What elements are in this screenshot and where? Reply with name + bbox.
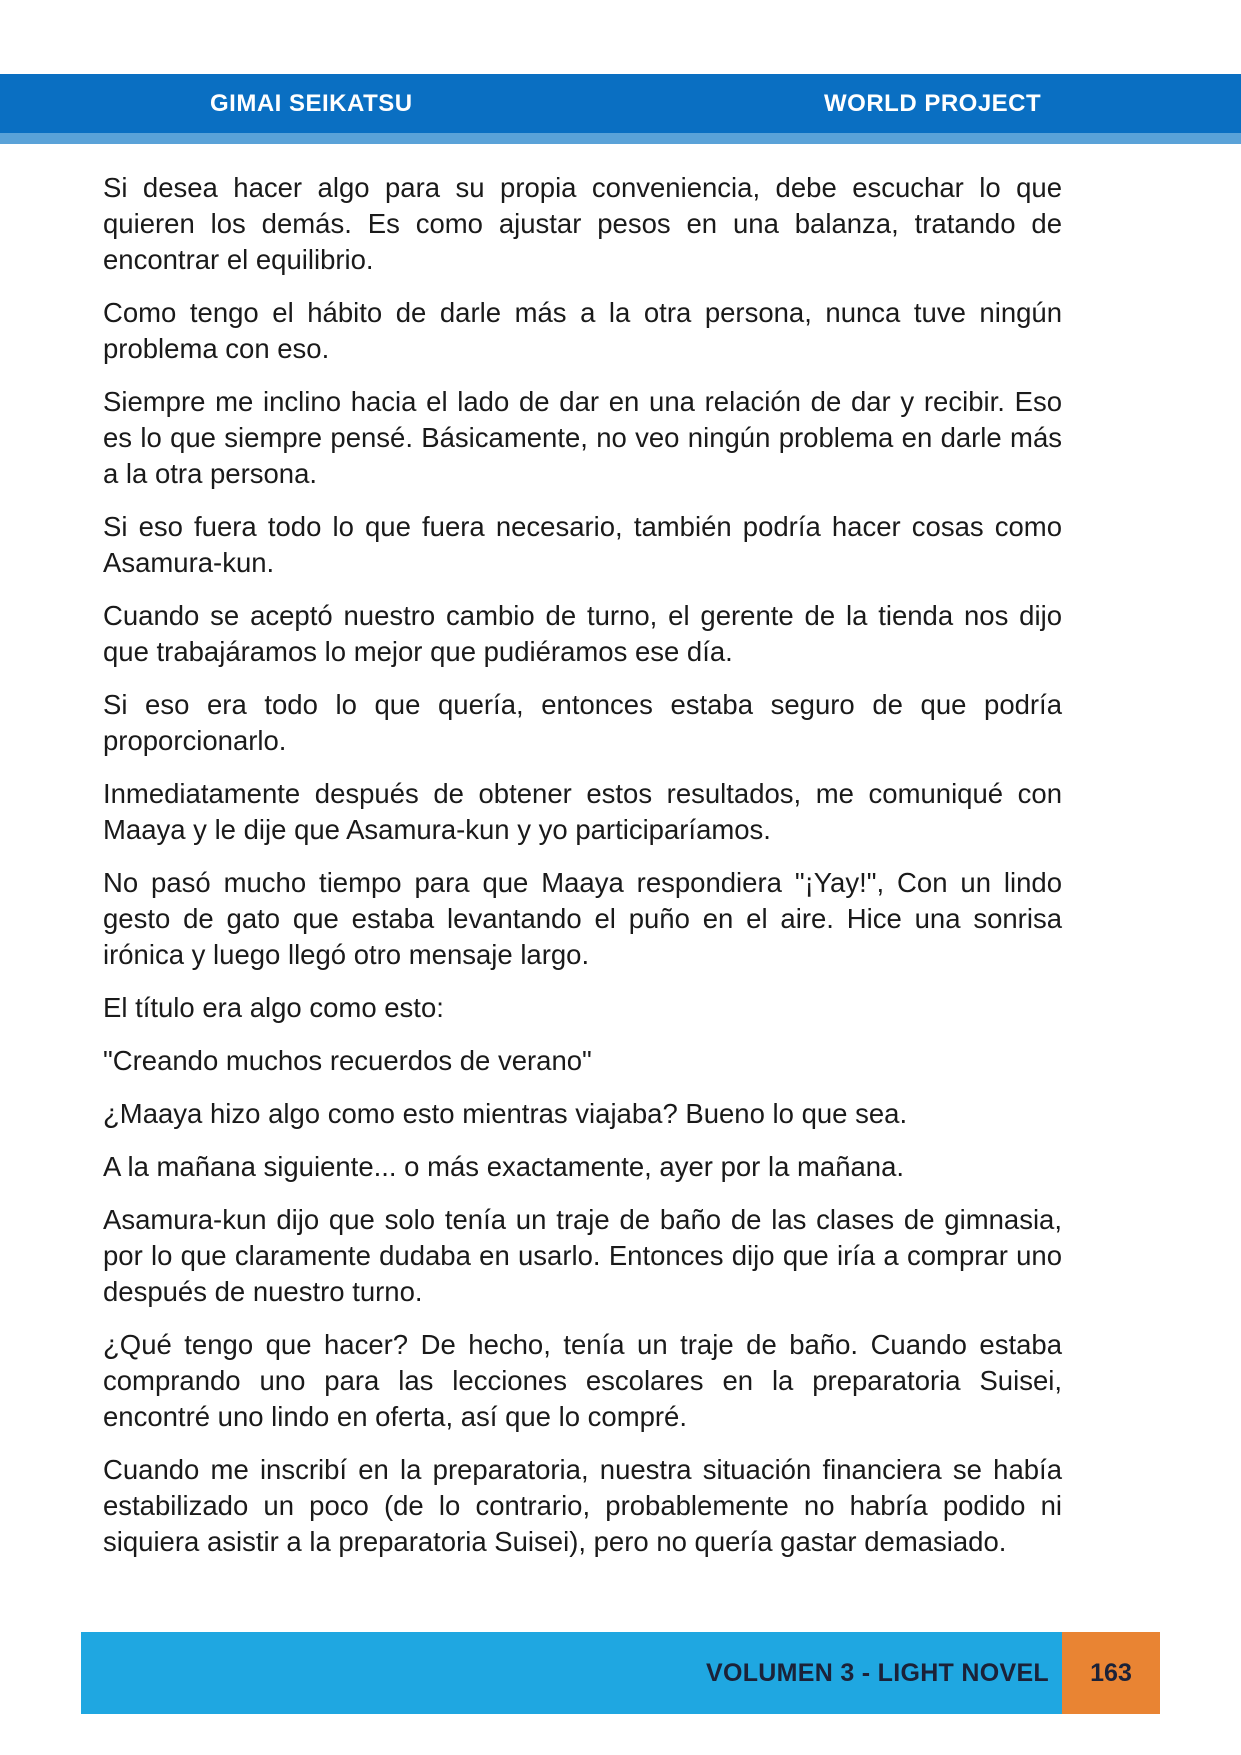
paragraph: Si eso fuera todo lo que fuera necesario, también podría hacer cosas como Asamura-kun. bbox=[103, 511, 1062, 578]
paragraph: ¿Maaya hizo algo como esto mientras viajaba? Bueno lo que sea. bbox=[103, 1098, 908, 1129]
footer-bar bbox=[81, 1632, 1062, 1714]
paragraph: Como tengo el hábito de darle más a la otra persona, nunca tuve ningún problema con eso. bbox=[103, 297, 1062, 364]
paragraph: El título era algo como esto: bbox=[103, 992, 444, 1023]
paragraph: Asamura-kun dijo que solo tenía un traje de baño de las clases de gimnasia, por lo que claramente dudaba en usarlo. Entonces dijo que iría a comprar uno después de nuestro turno. bbox=[103, 1204, 1062, 1307]
header-bar bbox=[0, 74, 1241, 133]
paragraph: Si desea hacer algo para su propia conveniencia, debe escuchar lo que quieren los demás. Es como ajustar pesos en una balanza, tratando de encontrar el equilibrio. bbox=[103, 172, 1062, 275]
paragraph: "Creando muchos recuerdos de verano" bbox=[103, 1045, 592, 1076]
paragraph: Cuando se aceptó nuestro cambio de turno, el gerente de la tienda nos dijo que trabajáramos lo mejor que pudiéramos ese día. bbox=[103, 600, 1062, 667]
header-stripe bbox=[0, 133, 1241, 144]
page-number-box bbox=[1062, 1632, 1160, 1714]
header-series-title: GIMAI SEIKATSU bbox=[210, 90, 413, 117]
footer-volume-label: VOLUMEN 3 - LIGHT NOVEL bbox=[705, 1659, 1049, 1687]
paragraph: ¿Qué tengo que hacer? De hecho, tenía un traje de baño. Cuando estaba comprando uno para las lecciones escolares en la preparatoria Suisei, encontré uno lindo en oferta, así que lo compré. bbox=[103, 1329, 1062, 1432]
paragraph: Inmediatamente después de obtener estos resultados, me comuniqué con Maaya y le dije que Asamura-kun y yo participaríamos. bbox=[103, 778, 1062, 845]
paragraph: Cuando me inscribí en la preparatoria, nuestra situación financiera se había estabilizado un poco (de lo contrario, probablemente no habría podido ni siquiera asistir a la preparatoria Suisei), pero no quería gastar demasiado. bbox=[103, 1454, 1062, 1557]
paragraph: Siempre me inclino hacia el lado de dar en una relación de dar y recibir. Eso es lo que siempre pensé. Básicamente, no veo ningún problema en darle más a la otra persona. bbox=[103, 386, 1062, 489]
paragraph: No pasó mucho tiempo para que Maaya respondiera "¡Yay!", Con un lindo gesto de gato que estaba levantando el puño en el aire. Hice una sonrisa irónica y luego llegó otro mensaje largo. bbox=[103, 867, 1062, 970]
paragraph: Si eso era todo lo que quería, entonces estaba seguro de que podría proporcionarlo. bbox=[103, 689, 1062, 756]
paragraph: A la mañana siguiente... o más exactamente, ayer por la mañana. bbox=[103, 1151, 905, 1182]
header-publisher-title: WORLD PROJECT bbox=[824, 90, 1042, 117]
page-body bbox=[103, 170, 1062, 1577]
page-number: 163 bbox=[1090, 1659, 1132, 1687]
